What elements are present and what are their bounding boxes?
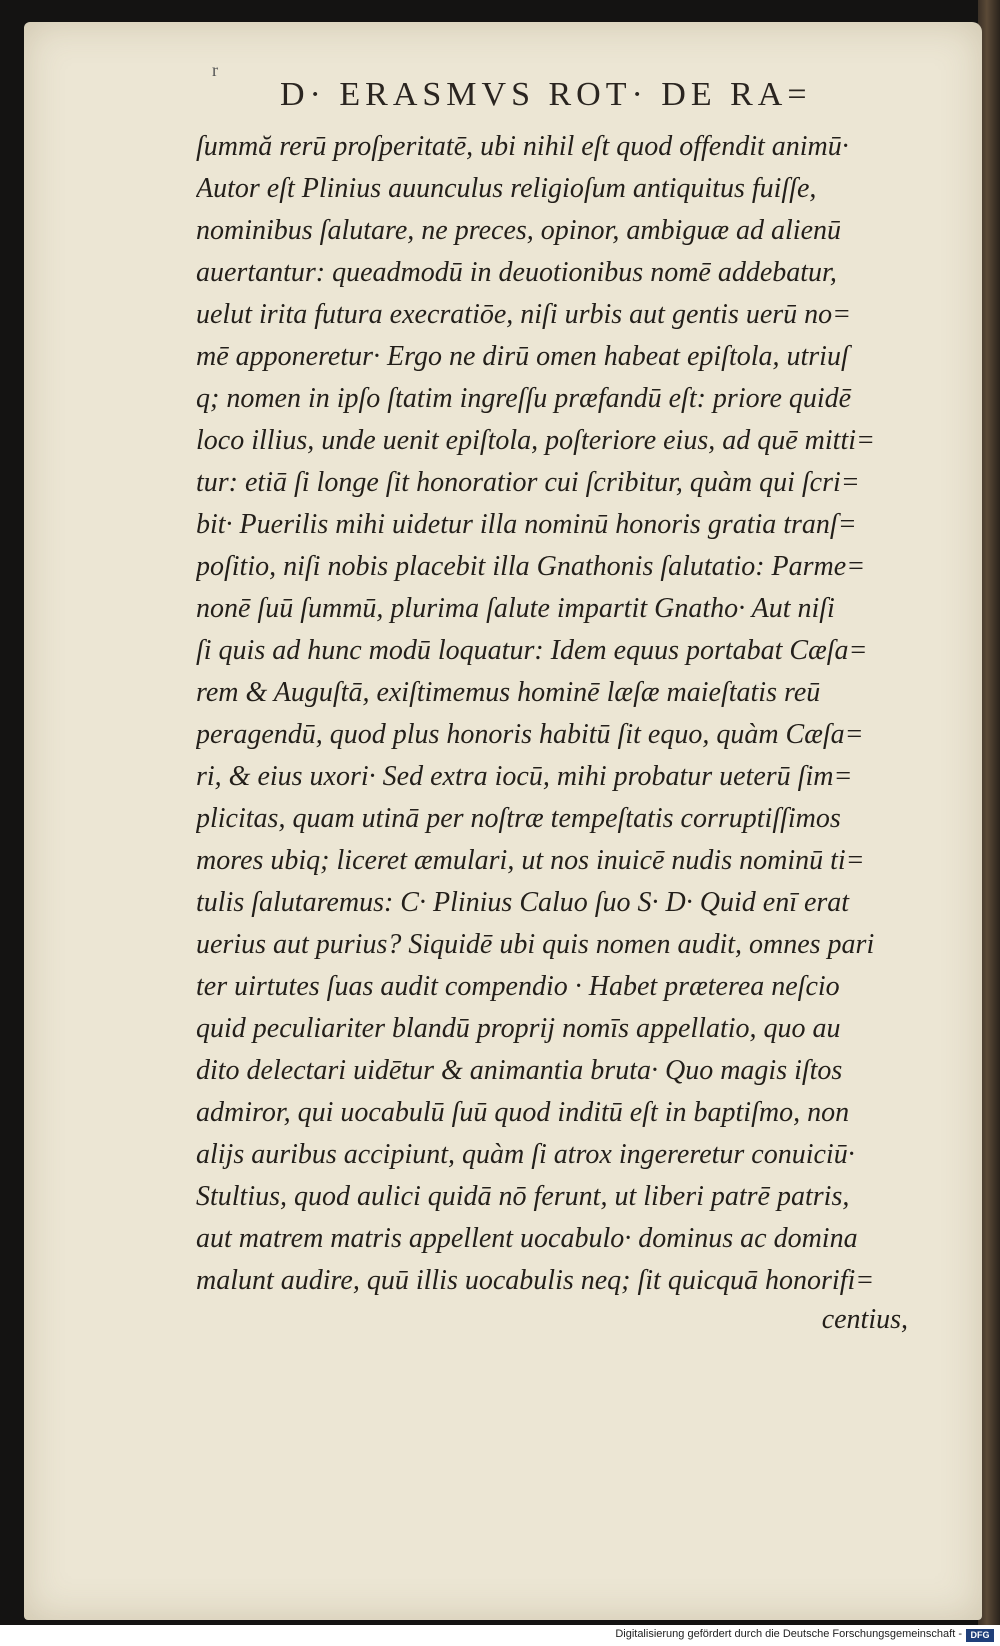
text-line: Autor eſt Plinius auunculus religioſum antiquitus fuiſſe, [196, 173, 817, 204]
footer-credit: Digitalisierung gefördert durch die Deutsche Forschungsgemeinschaft - [615, 1628, 962, 1640]
text-line: tur: etiā ſi longe ſit honoratior cui ſcribitur, quàm qui ſcri= [196, 467, 860, 498]
text-line: quid peculiariter blandū proprij nomīs appellatio, quo au [196, 1013, 841, 1044]
text-line: uerius aut purius? Siquidē ubi quis nomen audit, omnes pari [196, 929, 875, 960]
body-text [196, 126, 936, 1302]
text-line: nonē ſuū ſummū, plurima ſalute impartit Gnatho· Aut niſi [196, 593, 835, 624]
footer-bar [0, 1625, 1000, 1646]
text-line: nominibus ſalutare, ne preces, opinor, ambiguæ ad alienū [196, 215, 841, 246]
text-line: Stultius, quod aulici quidā nō ferunt, ut liberi patrē patris, [196, 1181, 850, 1212]
text-line: rem & Auguſtā, exiſtimemus hominē læſæ maieſtatis reū [196, 677, 821, 708]
text-line: plicitas, quam utinā per noſtræ tempeſtatis corruptiſſimos [196, 803, 841, 834]
text-line: q; nomen in ipſo ſtatim ingreſſu præfandū eſt: priore quidē [196, 383, 852, 414]
text-line: auertantur: queadmodū in deuotionibus nomē addebatur, [196, 257, 837, 288]
text-line: tulis ſalutaremus: C· Plinius Caluo ſuo S· D· Quid enī erat [196, 887, 850, 918]
text-line: poſitio, niſi nobis placebit illa Gnathonis ſalutatio: Parme= [196, 551, 866, 582]
page-mark: r [212, 60, 218, 80]
text-line: mores ubiq; liceret æmulari, ut nos inuicē nudis nominū ti= [196, 845, 865, 876]
text-line: ſi quis ad hunc modū loquatur: Idem equus portabat Cæſa= [196, 635, 868, 666]
text-line: ri, & eius uxori· Sed extra iocū, mihi probatur ueterū ſim= [196, 761, 853, 792]
text-line: bit· Puerilis mihi uidetur illa nominū honoris gratia tranſ= [196, 509, 857, 540]
text-line: aut matrem matris appellent uocabulo· dominus ac domina [196, 1223, 858, 1254]
text-line: dito delectari uidētur & animantia bruta· Quo magis iſtos [196, 1055, 843, 1086]
running-head: D· ERASMVS ROT· DE RA= [280, 76, 812, 113]
text-line: peragendū, quod plus honoris habitū ſit equo, quàm Cæſa= [196, 719, 864, 750]
text-line: ſummă rerū proſperitatē, ubi nihil eſt quod offendit animū· [196, 131, 849, 162]
text-line: loco illius, unde uenit epiſtola, poſteriore eius, ad quē mitti= [196, 425, 875, 456]
catchword: centius, [821, 1304, 908, 1335]
text-line: malunt audire, quū illis uocabulis neq; ſit quicquā honorifi= [196, 1265, 875, 1296]
text-line: mē apponeretur· Ergo ne dirū omen habeat epiſtola, utriuſ [196, 341, 849, 372]
dfg-logo: DFG [966, 1629, 994, 1642]
text-line: admiror, qui uocabulū ſuū quod inditū eſt in baptiſmo, non [196, 1097, 850, 1128]
text-line: alijs auribus accipiunt, quàm ſi atrox ingereretur conuiciū· [196, 1139, 855, 1170]
text-line: uelut irita futura execratiōe, niſi urbis aut gentis uerū no= [196, 299, 852, 330]
text-line: ter uirtutes ſuas audit compendio · Habet præterea neſcio [196, 971, 840, 1002]
